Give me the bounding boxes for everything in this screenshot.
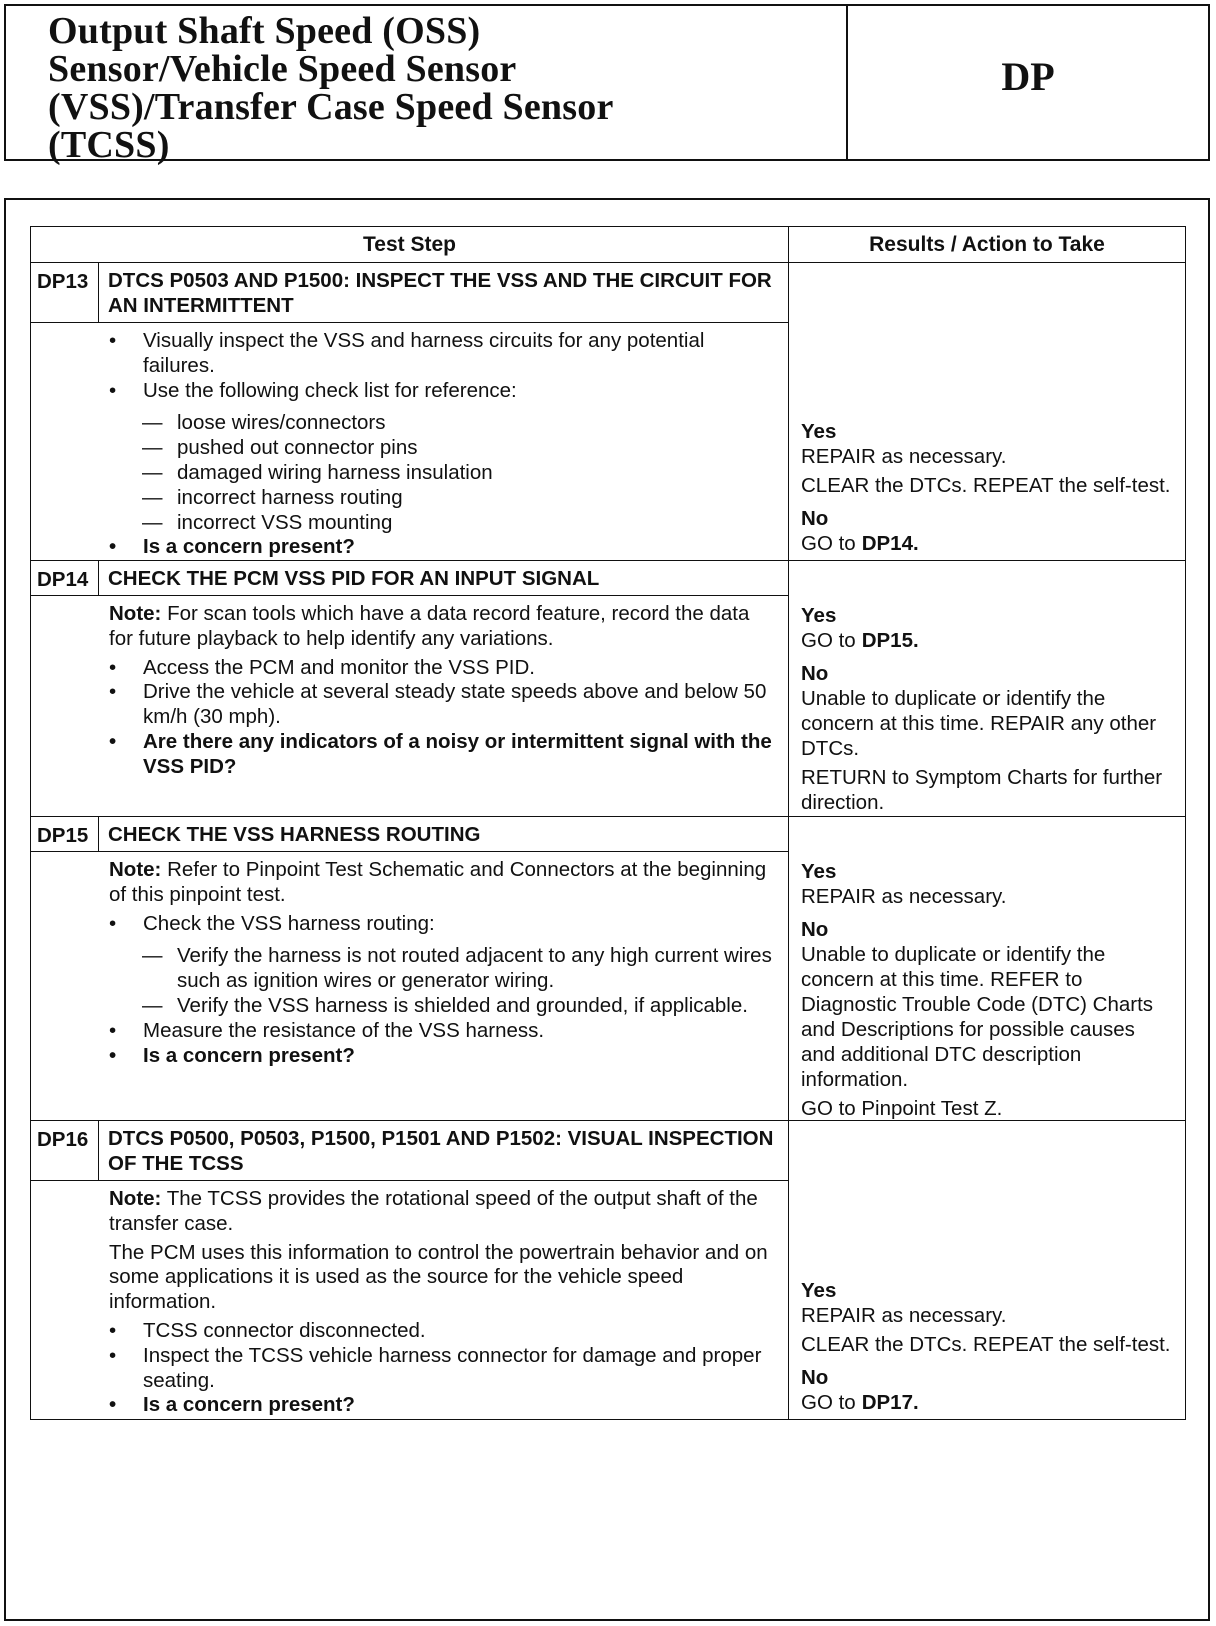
step-bullet: • Check the VSS harness routing:: [109, 912, 778, 937]
test-step-cell: [31, 1121, 789, 1419]
result-no-label: No: [801, 918, 829, 941]
test-step-cell: [31, 817, 789, 1120]
step-heading: [31, 561, 788, 596]
result-yes-label: Yes: [801, 860, 837, 883]
step-body: [31, 852, 788, 1072]
results-cell: [789, 561, 1185, 816]
title-line-2: Sensor/Vehicle Speed Sensor: [48, 48, 517, 90]
step-id: DP16: [31, 1121, 99, 1180]
result-yes-action: CLEAR the DTCs. REPEAT the self-test.: [801, 474, 1171, 497]
result-no-action: Unable to duplicate or identify the concern at this time. REPAIR any other DTCs.: [801, 687, 1157, 760]
step-body: [31, 1181, 788, 1422]
section-code: DP: [1001, 54, 1055, 99]
title-line-1: Output Shaft Speed (OSS): [48, 10, 481, 52]
step-link-dp14[interactable]: DP14.: [861, 532, 919, 555]
step-link-dp17[interactable]: DP17.: [861, 1391, 919, 1414]
go-to-text: GO to: [801, 1391, 856, 1414]
step-question: • Is a concern present?: [109, 535, 778, 560]
step-question: • Are there any indicators of a noisy or intermittent signal with the VSS PID?: [109, 730, 778, 780]
step-note: [109, 602, 778, 652]
note-text: Refer to Pinpoint Test Schematic and Connectors at the beginning of this pinpoint test.: [109, 858, 767, 906]
step-link-dp15[interactable]: DP15.: [861, 629, 919, 652]
step-title: DTCS P0503 AND P1500: INSPECT THE VSS AND THE CIRCUIT FOR AN INTERMITTENT: [108, 269, 772, 317]
checklist-item: — Verify the harness is not routed adjacent to any high current wires such as ignition wires or generator wiring.: [109, 944, 778, 994]
step-heading: [31, 817, 788, 852]
step-title: CHECK THE VSS HARNESS ROUTING: [108, 823, 481, 846]
note-text: The TCSS provides the rotational speed of the output shaft of the transfer case.: [109, 1187, 758, 1235]
step-note: [109, 1187, 778, 1237]
test-step-row-dp15: [31, 817, 1185, 1121]
checklist-item: — loose wires/connectors: [109, 411, 778, 436]
test-step-row-dp14: [31, 561, 1185, 817]
test-step-row-dp13: [31, 263, 1185, 561]
step-bullet: • TCSS connector disconnected.: [109, 1319, 778, 1344]
result-no-action: Unable to duplicate or identify the concern at this time. REFER to Diagnostic Trouble Code (DTC) Charts and Descriptions for possible causes and additional DTC description information.: [801, 943, 1154, 1091]
result-no-action: [801, 531, 1173, 556]
note-text: For scan tools which have a data record feature, record the data for future playback to help identify any variations.: [109, 602, 750, 650]
step-bullet: • Drive the vehicle at several steady state speeds above and below 50 km/h (30 mph).: [109, 680, 778, 730]
step-id: DP13: [31, 263, 99, 322]
table-header: [31, 227, 1185, 263]
note-label: Note:: [109, 602, 162, 625]
go-to-text: GO to: [801, 532, 856, 555]
results-cell: [789, 1121, 1185, 1419]
checklist-item: — damaged wiring harness insulation: [109, 461, 778, 486]
step-title: DTCS P0500, P0503, P1500, P1501 AND P1502: VISUAL INSPECTION OF THE TCSS: [108, 1127, 774, 1175]
step-bullet: • Measure the resistance of the VSS harness.: [109, 1019, 778, 1044]
step-question: • Is a concern present?: [109, 1393, 778, 1418]
checklist-item: — pushed out connector pins: [109, 436, 778, 461]
note-label: Note:: [109, 1187, 162, 1210]
checklist-item: — incorrect VSS mounting: [109, 511, 778, 536]
step-bullet: • Access the PCM and monitor the VSS PID.: [109, 656, 778, 681]
step-body: [31, 596, 788, 784]
step-paragraph: The PCM uses this information to control the powertrain behavior and on some applications it is used as the source for the vehicle speed information.: [109, 1240, 768, 1314]
result-no-label: No: [801, 507, 829, 530]
title-line-3: (VSS)/Transfer Case Speed Sensor: [48, 86, 614, 128]
step-bullet: • Inspect the TCSS vehicle harness connector for damage and proper seating.: [109, 1344, 778, 1394]
result-yes-label: Yes: [801, 604, 837, 627]
page-title: [6, 6, 848, 166]
result-yes-label: Yes: [801, 1279, 837, 1302]
test-step-row-dp16: [31, 1121, 1185, 1419]
results-cell: [789, 817, 1185, 1120]
result-yes-action: REPAIR as necessary.: [801, 1304, 1007, 1327]
step-id: DP15: [31, 817, 99, 851]
pinpoint-test-table: [30, 226, 1186, 1420]
result-no-action: RETURN to Symptom Charts for further direction.: [801, 766, 1163, 814]
go-to-text: GO to: [801, 629, 856, 652]
result-yes-action: REPAIR as necessary.: [801, 445, 1007, 468]
page-header: [4, 4, 1210, 166]
result-no-action: [801, 1390, 1173, 1415]
result-yes-label: Yes: [801, 420, 837, 443]
result-no-label: No: [801, 662, 829, 685]
checklist-item: — Verify the VSS harness is shielded and grounded, if applicable.: [109, 994, 778, 1019]
result-yes-action: [801, 628, 1173, 653]
title-line-4: (TCSS): [48, 124, 170, 166]
header-test-step: Test Step: [31, 227, 789, 262]
step-bullet: • Use the following check list for reference:: [109, 379, 778, 404]
test-step-cell: [31, 561, 789, 816]
note-label: Note:: [109, 858, 162, 881]
step-note: [109, 858, 778, 908]
step-heading: [31, 1121, 788, 1181]
checklist-item: — incorrect harness routing: [109, 486, 778, 511]
header-results: Results / Action to Take: [869, 232, 1105, 256]
step-question: • Is a concern present?: [109, 1044, 778, 1069]
step-heading: [31, 263, 788, 323]
step-title: CHECK THE PCM VSS PID FOR AN INPUT SIGNAL: [108, 567, 600, 590]
step-body: [31, 323, 788, 564]
step-bullet: • Visually inspect the VSS and harness circuits for any potential failures.: [109, 329, 778, 379]
result-no-action: GO to Pinpoint Test Z.: [801, 1097, 1003, 1120]
step-id: DP14: [31, 561, 99, 595]
result-yes-action: CLEAR the DTCs. REPEAT the self-test.: [801, 1333, 1171, 1356]
test-step-cell: [31, 263, 789, 560]
result-no-label: No: [801, 1366, 829, 1389]
result-yes-action: REPAIR as necessary.: [801, 885, 1007, 908]
results-cell: [789, 263, 1185, 560]
